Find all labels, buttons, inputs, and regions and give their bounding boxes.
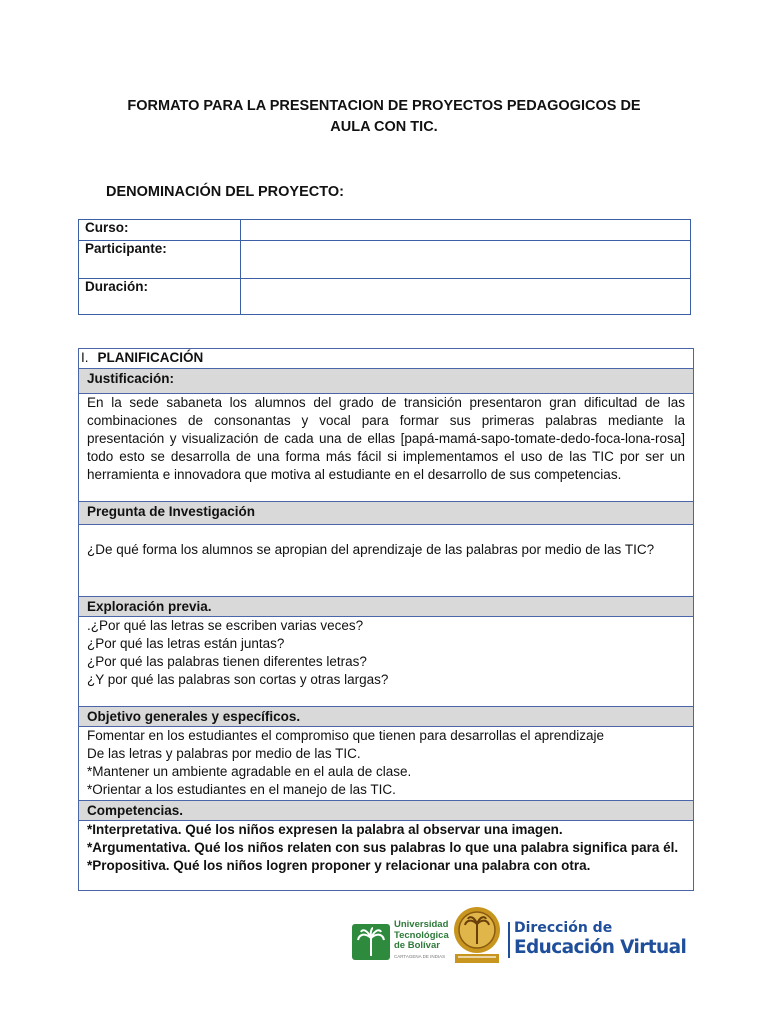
exploracion-list xyxy=(79,617,694,707)
logo-separator xyxy=(508,922,510,958)
palm-tree-icon xyxy=(352,924,390,960)
university-logo-text: Universidad Tecnológica de Bolívar xyxy=(394,919,449,951)
seal-emblem-icon xyxy=(452,904,502,966)
section-number: I. xyxy=(81,350,89,365)
row-participante xyxy=(79,241,691,279)
competencias-heading: Competencias. xyxy=(79,801,694,821)
title-line-1: FORMATO PARA LA PRESENTACION DE PROYECTOS PEDAGOGICOS DE xyxy=(127,98,641,114)
curso-value[interactable] xyxy=(241,220,691,241)
dev-line-2: Educación Virtual xyxy=(514,937,687,958)
university-tagline: CARTAGENA DE INDIAS xyxy=(394,954,446,959)
curso-label: Curso: xyxy=(79,220,241,241)
row-duracion xyxy=(79,279,691,315)
objetivo-item: *Orientar a los estudiantes en el manejo de las TIC. xyxy=(87,782,396,797)
participante-label: Participante: xyxy=(79,241,241,279)
pregunta-heading: Pregunta de Investigación xyxy=(79,502,694,525)
exploracion-item: ¿Por qué las letras están juntas? xyxy=(87,636,285,651)
footer-logos xyxy=(352,904,692,968)
section-title: PLANIFICACIÓN xyxy=(97,350,204,365)
objetivos-heading: Objetivo generales y específicos. xyxy=(79,707,694,727)
competencias-list xyxy=(79,821,694,891)
info-table xyxy=(78,219,691,315)
competencia-item: *Argumentativa. Qué los niños relaten con sus palabras lo que una palabra significa para él. xyxy=(87,840,679,855)
exploracion-item: ¿Y por qué las palabras son cortas y otras largas? xyxy=(87,672,389,687)
exploracion-item: .¿Por qué las letras se escriben varias veces? xyxy=(87,618,364,633)
competencia-item: *Interpretativa. Qué los niños expresen la palabra al observar una imagen. xyxy=(87,822,563,837)
planning-table xyxy=(78,348,694,891)
pregunta-text: ¿De qué forma los alumnos se apropian del aprendizaje de las palabras por medio de las TIC? xyxy=(79,525,694,597)
objetivo-item: De las letras y palabras por medio de las TIC. xyxy=(87,746,361,761)
duracion-label: Duración: xyxy=(79,279,241,315)
participante-value[interactable] xyxy=(241,241,691,279)
section-planificacion xyxy=(79,349,694,369)
document-title xyxy=(100,96,668,138)
competencia-item: *Propositiva. Qué los niños logren proponer y relacionar una palabra con otra. xyxy=(87,858,591,873)
title-line-2: AULA CON TIC. xyxy=(330,119,438,135)
objetivos-list xyxy=(79,727,694,801)
objetivo-item: *Mantener un ambiente agradable en el aula de clase. xyxy=(87,764,412,779)
justificacion-heading: Justificación: xyxy=(79,369,694,394)
dev-line-1: Dirección de xyxy=(514,920,613,936)
row-curso xyxy=(79,220,691,241)
exploracion-heading: Exploración previa. xyxy=(79,597,694,617)
justificacion-text: En la sede sabaneta los alumnos del grado de transición presentaron gran dificultad de las combinaciones de consonantas y vocal para formar sus primeras palabras mediante la presentación y visualización de cada una de ellas [papá-mamá-sapo-tomate-dedo-foca-lona-rosa] todo esto se desarrolla de una forma más fácil si implementamos el uso de las TIC por ser un herramienta e innovadora que motiva al estudiante en el desarrollo de sus competencias. xyxy=(79,394,694,502)
project-name-label: DENOMINACIÓN DEL PROYECTO: xyxy=(106,184,344,200)
educacion-virtual-logo xyxy=(514,920,686,958)
objetivo-item: Fomentar en los estudiantes el compromiso que tienen para desarrollas el aprendizaje xyxy=(87,728,605,743)
duracion-value[interactable] xyxy=(241,279,691,315)
exploracion-item: ¿Por qué las palabras tienen diferentes letras? xyxy=(87,654,367,669)
